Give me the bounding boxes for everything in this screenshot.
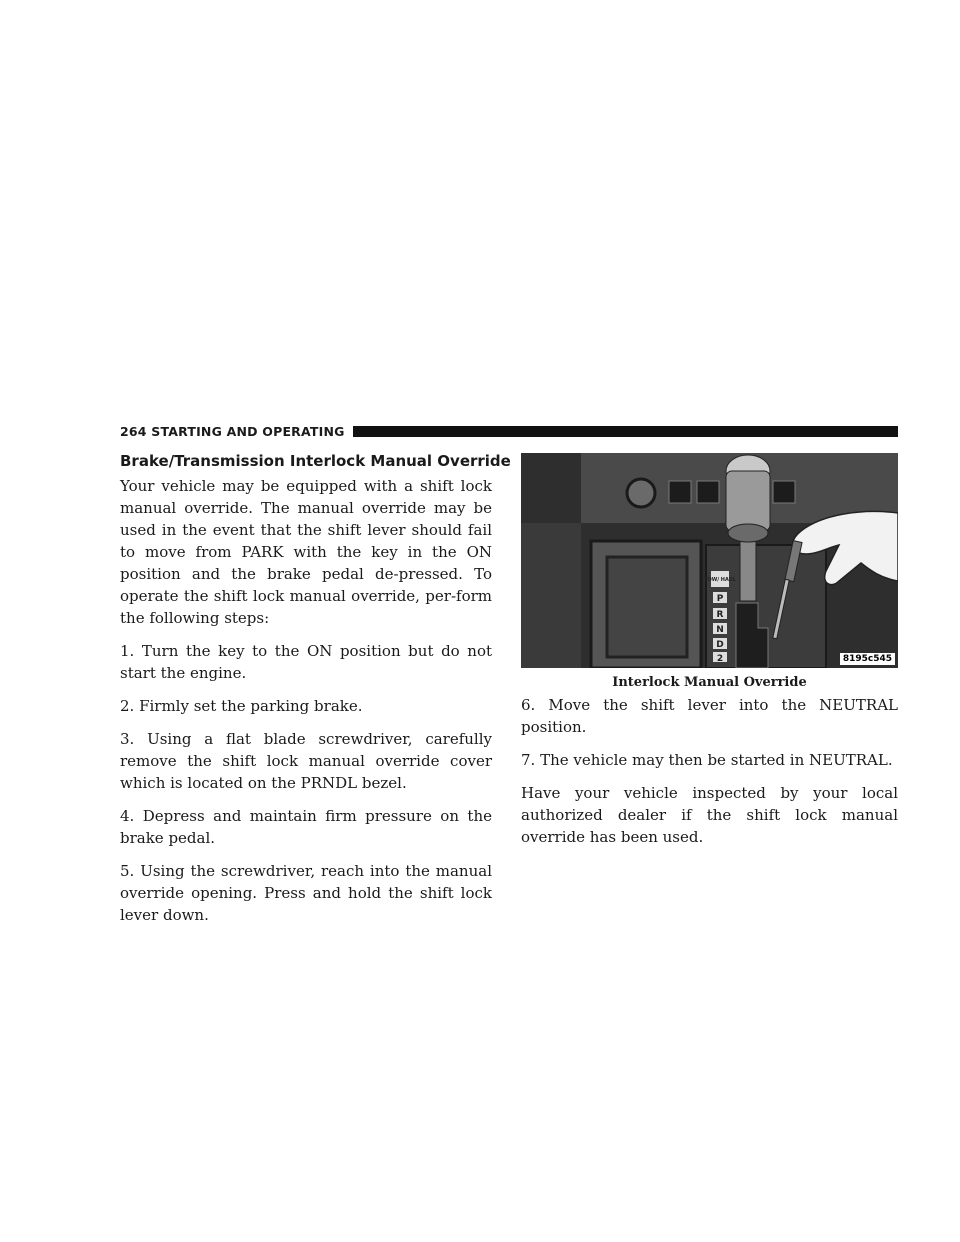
interlock-override-illustration bbox=[521, 453, 898, 668]
right-column bbox=[521, 694, 898, 859]
gear-label-d: D bbox=[716, 640, 724, 650]
figure-code: 8195c545 bbox=[840, 653, 895, 665]
gear-label-p: P bbox=[716, 594, 724, 604]
step-2: 2. Firmly set the parking brake. bbox=[120, 697, 363, 715]
gear-label-2: 2 bbox=[716, 654, 724, 664]
page-header bbox=[120, 423, 898, 439]
illustration-drawing bbox=[521, 453, 898, 668]
left-column bbox=[120, 451, 511, 937]
step-7: 7. The vehicle may then be started in NEUTRAL. bbox=[521, 751, 893, 769]
step-5: 5. Using the screwdriver, reach into the manual override opening. Press and hold the shift lock lever down. bbox=[120, 862, 492, 924]
gear-label-r: R bbox=[716, 610, 724, 620]
header-page-section: 264 STARTING AND OPERATING bbox=[120, 423, 345, 439]
step-1: 1. Turn the key to the ON position but do not start the engine. bbox=[120, 642, 492, 682]
intro-paragraph: Your vehicle may be equipped with a shift lock manual override. The manual override may be used in the event that the shift lever should fail to move from PARK with the key in the ON position and the brake pedal de-pressed. To operate the shift lock manual override, per-form the following steps: bbox=[120, 477, 492, 627]
header-rule bbox=[353, 426, 898, 437]
section-title: Brake/Transmission Interlock Manual Override bbox=[120, 452, 511, 470]
gear-label-n: N bbox=[716, 625, 724, 635]
closing-paragraph: Have your vehicle inspected by your local authorized dealer if the shift lock manual override has been used. bbox=[521, 784, 898, 846]
step-6: 6. Move the shift lever into the NEUTRAL position. bbox=[521, 696, 898, 736]
figure-caption: Interlock Manual Override bbox=[612, 675, 807, 690]
step-4: 4. Depress and maintain firm pressure on the brake pedal. bbox=[120, 807, 492, 847]
tow-haul-text: TOW/ HAUL bbox=[704, 577, 736, 583]
step-3: 3. Using a flat blade screwdriver, carefully remove the shift lock manual override cover which is located on the PRNDL bezel. bbox=[120, 730, 492, 792]
